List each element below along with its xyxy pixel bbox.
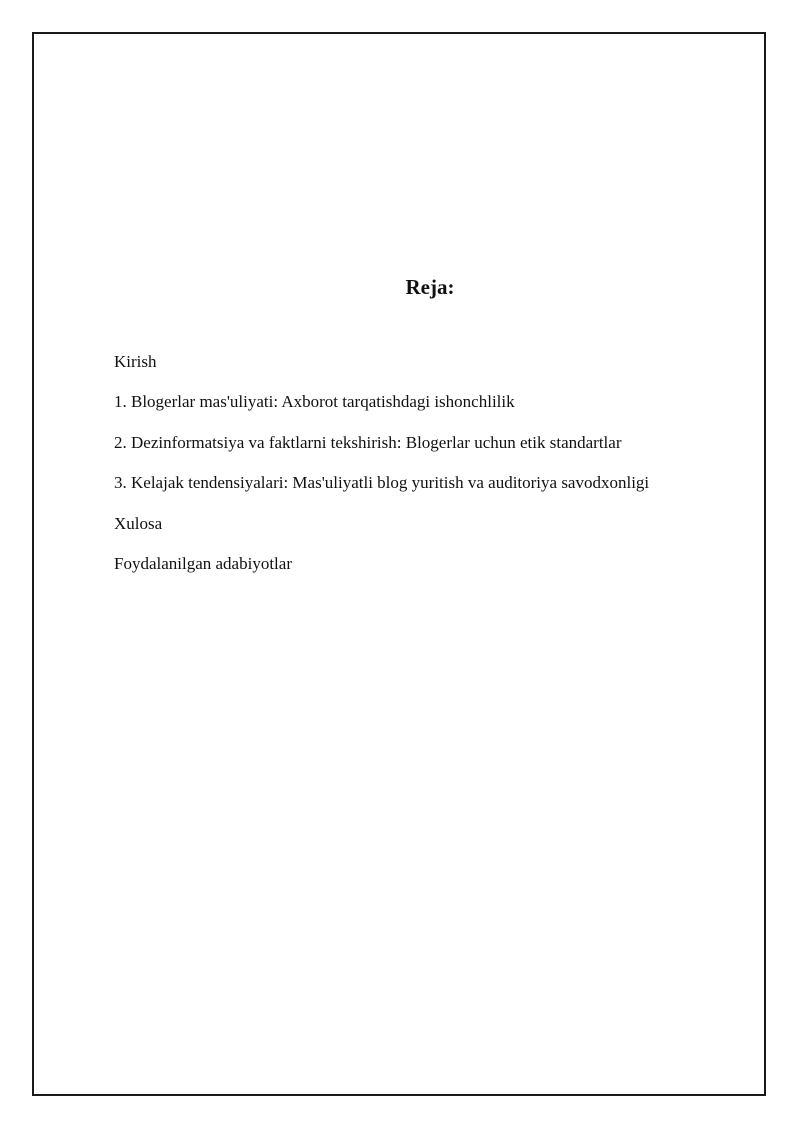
plan-item-references: Foydalanilgan adabiyotlar [114,553,292,573]
plan-item-introduction: Kirish [114,352,157,371]
plan-item-chapter-2: 2. Dezinformatsiya va faktlarni tekshirish: Blogerlar uchun etik standartlar [114,432,622,452]
plan-list [114,350,649,592]
plan-item-chapter-1: 1. Blogerlar mas'uliyati: Axborot tarqatishdagi ishonchlilik [114,392,515,412]
plan-title: Reja: [405,275,455,299]
plan-item-conclusion: Xulosa [114,513,163,533]
plan-item-chapter-3: 3. Kelajak tendensiyalari: Mas'uliyatli blog yuritish va auditoriya savodxonligi [114,473,650,493]
